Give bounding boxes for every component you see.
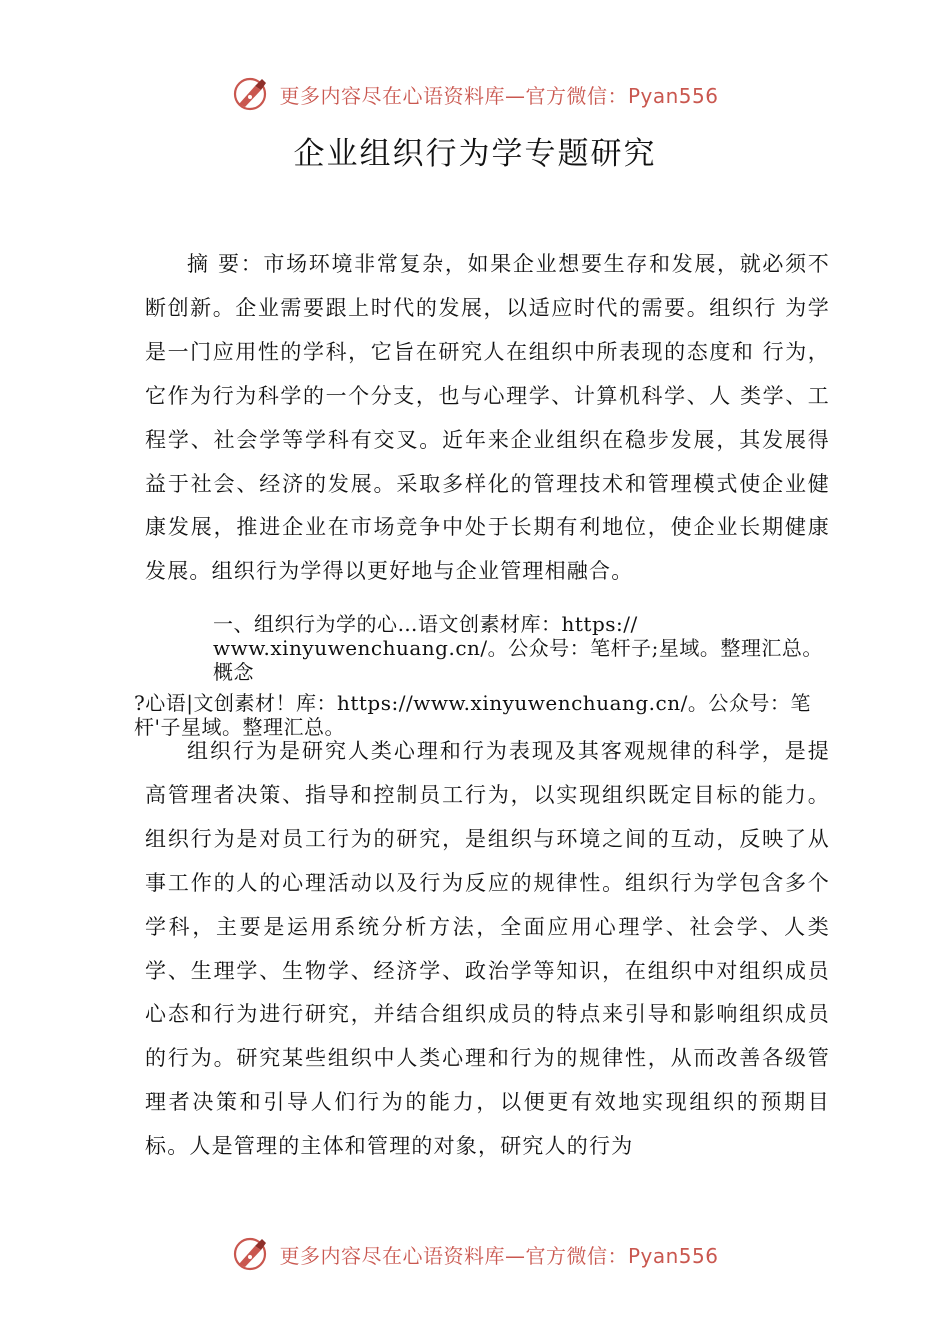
- watermark-text-line: ?心语|文创素材！库：https://www.xinyuwenchuang.cn/。公众号：笔杆'子星域。整理汇总。: [134, 691, 811, 739]
- body-paragraph: 组织行为是研究人类心理和行为表现及其客观规律的科学，是提高管理者决策、指导和控制员工行为，以实现组织既定目标的能力。组织行为是对员工行为的研究，是组织与环境之间的互动，反映了从事工作的人的心理活动以及行为反应的规律性。组织行为学包含多个学科，主要是运用系统分析方法，全面应用心理学、社会学、人类学、生理学、生物学、经济学、政治学等知识，在组织中对组织成员心态和行为进行研究，并结合组织成员的特点来引导和影响组织成员的行为。研究某些组织中人类心理和行为的规律性，从而改善各级管理者决策和引导人们行为的能力，以便更有效地实现组织的预期目标。人是管理的主体和管理的对象，研究人的行为: [145, 739, 830, 1159]
- section-heading: 一、组织行为学的心…语文创素材库：https:// www.xinyuwenchuang.cn/。公众号：笔杆子;星域。整理汇总。 概念: [213, 612, 823, 684]
- abstract-paragraph: 摘 要：市场环境非常复杂，如果企业想要生存和发展，就必须不断创新。企业需要跟上时代的发展，以适应时代的需要。组织行 为学是一门应用性的学科，它旨在研究人在组织中所表现的态度和 行为，它作为行为科学的一个分支，也与心理学、计算机科学、人 类学、工程学、社会学等学科有交叉。近年来企业组织在稳步发展，其发展得益于社会、经济的发展。采取多样化的管理技术和管理模式使企业健康发展，推进企业在市场竞争中处于长期有利地位，使企业长期健康发展。组织行为学得以更好地与企业管理相融合。: [145, 252, 830, 584]
- header-banner: [0, 72, 950, 116]
- pen-nib-logo-icon: [231, 74, 271, 114]
- banner-text: 更多内容尽在心语资料库—官方微信：Pyan556: [279, 83, 719, 108]
- footer-banner: [0, 1232, 950, 1276]
- pen-nib-logo-icon: [231, 1234, 271, 1274]
- banner-text: 更多内容尽在心语资料库—官方微信：Pyan556: [279, 1243, 719, 1268]
- page-title: 企业组织行为学专题研究: [293, 136, 657, 172]
